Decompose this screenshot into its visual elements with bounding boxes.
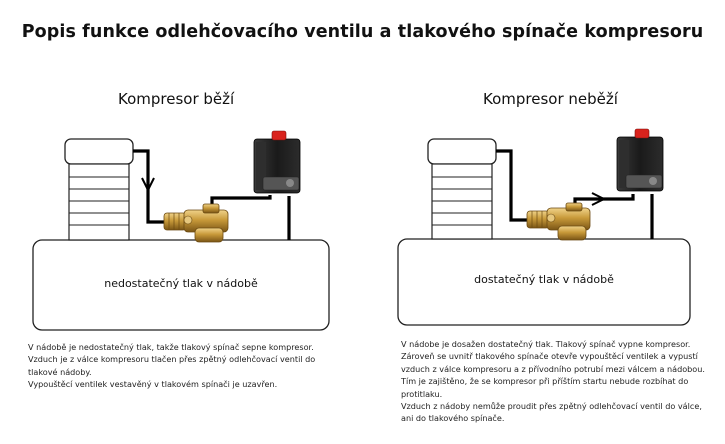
right-description-line: vzduch z válce kompresoru a z přívodního potrubí mezi válcem a nádobou. bbox=[401, 363, 705, 374]
left-diagram bbox=[33, 131, 329, 330]
right-description-line: Zároveň se uvnitř tlakového spínače otevře vypouštěcí ventilek a vypustí bbox=[401, 351, 698, 362]
left-check-valve-icon bbox=[164, 204, 228, 242]
right-description-line: Tím je zajištěno, že se kompresor při příštím startu nebude rozbíhat do bbox=[401, 376, 689, 387]
left-description bbox=[28, 341, 358, 391]
right-pressure-switch-icon bbox=[617, 129, 663, 191]
right-description-line: ani do tlakového spínače. bbox=[401, 413, 505, 424]
right-diagram bbox=[398, 129, 690, 325]
left-compressor-icon bbox=[65, 139, 133, 240]
left-description-line: tlakové nádoby. bbox=[28, 366, 92, 377]
right-description-line: V nádobe je dosažen dostatečný tlak. Tlakový spínač vypne kompresor. bbox=[401, 339, 691, 349]
right-description-line: protitlaku. bbox=[401, 388, 443, 399]
left-description-line: Vypouštěcí ventilek vestavěný v tlakovém spínači je uzavřen. bbox=[28, 379, 278, 390]
page-title: Popis funkce odlehčovacího ventilu a tlakového spínače kompresoru bbox=[21, 22, 704, 42]
left-panel-heading: Kompresor běží bbox=[118, 90, 235, 108]
right-compressor-icon bbox=[428, 139, 496, 239]
left-tank-label: nedostatečný tlak v nádobě bbox=[104, 277, 258, 290]
left-description-line: V nádobě je nedostatečný tlak, takže tlakový spínač sepne kompresor. bbox=[28, 342, 314, 352]
left-description-line: Vzduch je z válce kompresoru tlačen přes zpětný odlehčovací ventil do bbox=[28, 354, 316, 365]
left-pressure-switch-icon bbox=[254, 131, 300, 193]
right-description bbox=[401, 338, 711, 425]
right-panel-heading: Kompresor neběží bbox=[483, 90, 618, 108]
right-description-line: Vzduch z nádoby nemůže proudit přes zpětný odlehčovací ventil do válce, bbox=[401, 401, 702, 412]
right-tank-label: dostatečný tlak v nádobě bbox=[474, 273, 614, 286]
right-check-valve-icon bbox=[527, 203, 590, 240]
